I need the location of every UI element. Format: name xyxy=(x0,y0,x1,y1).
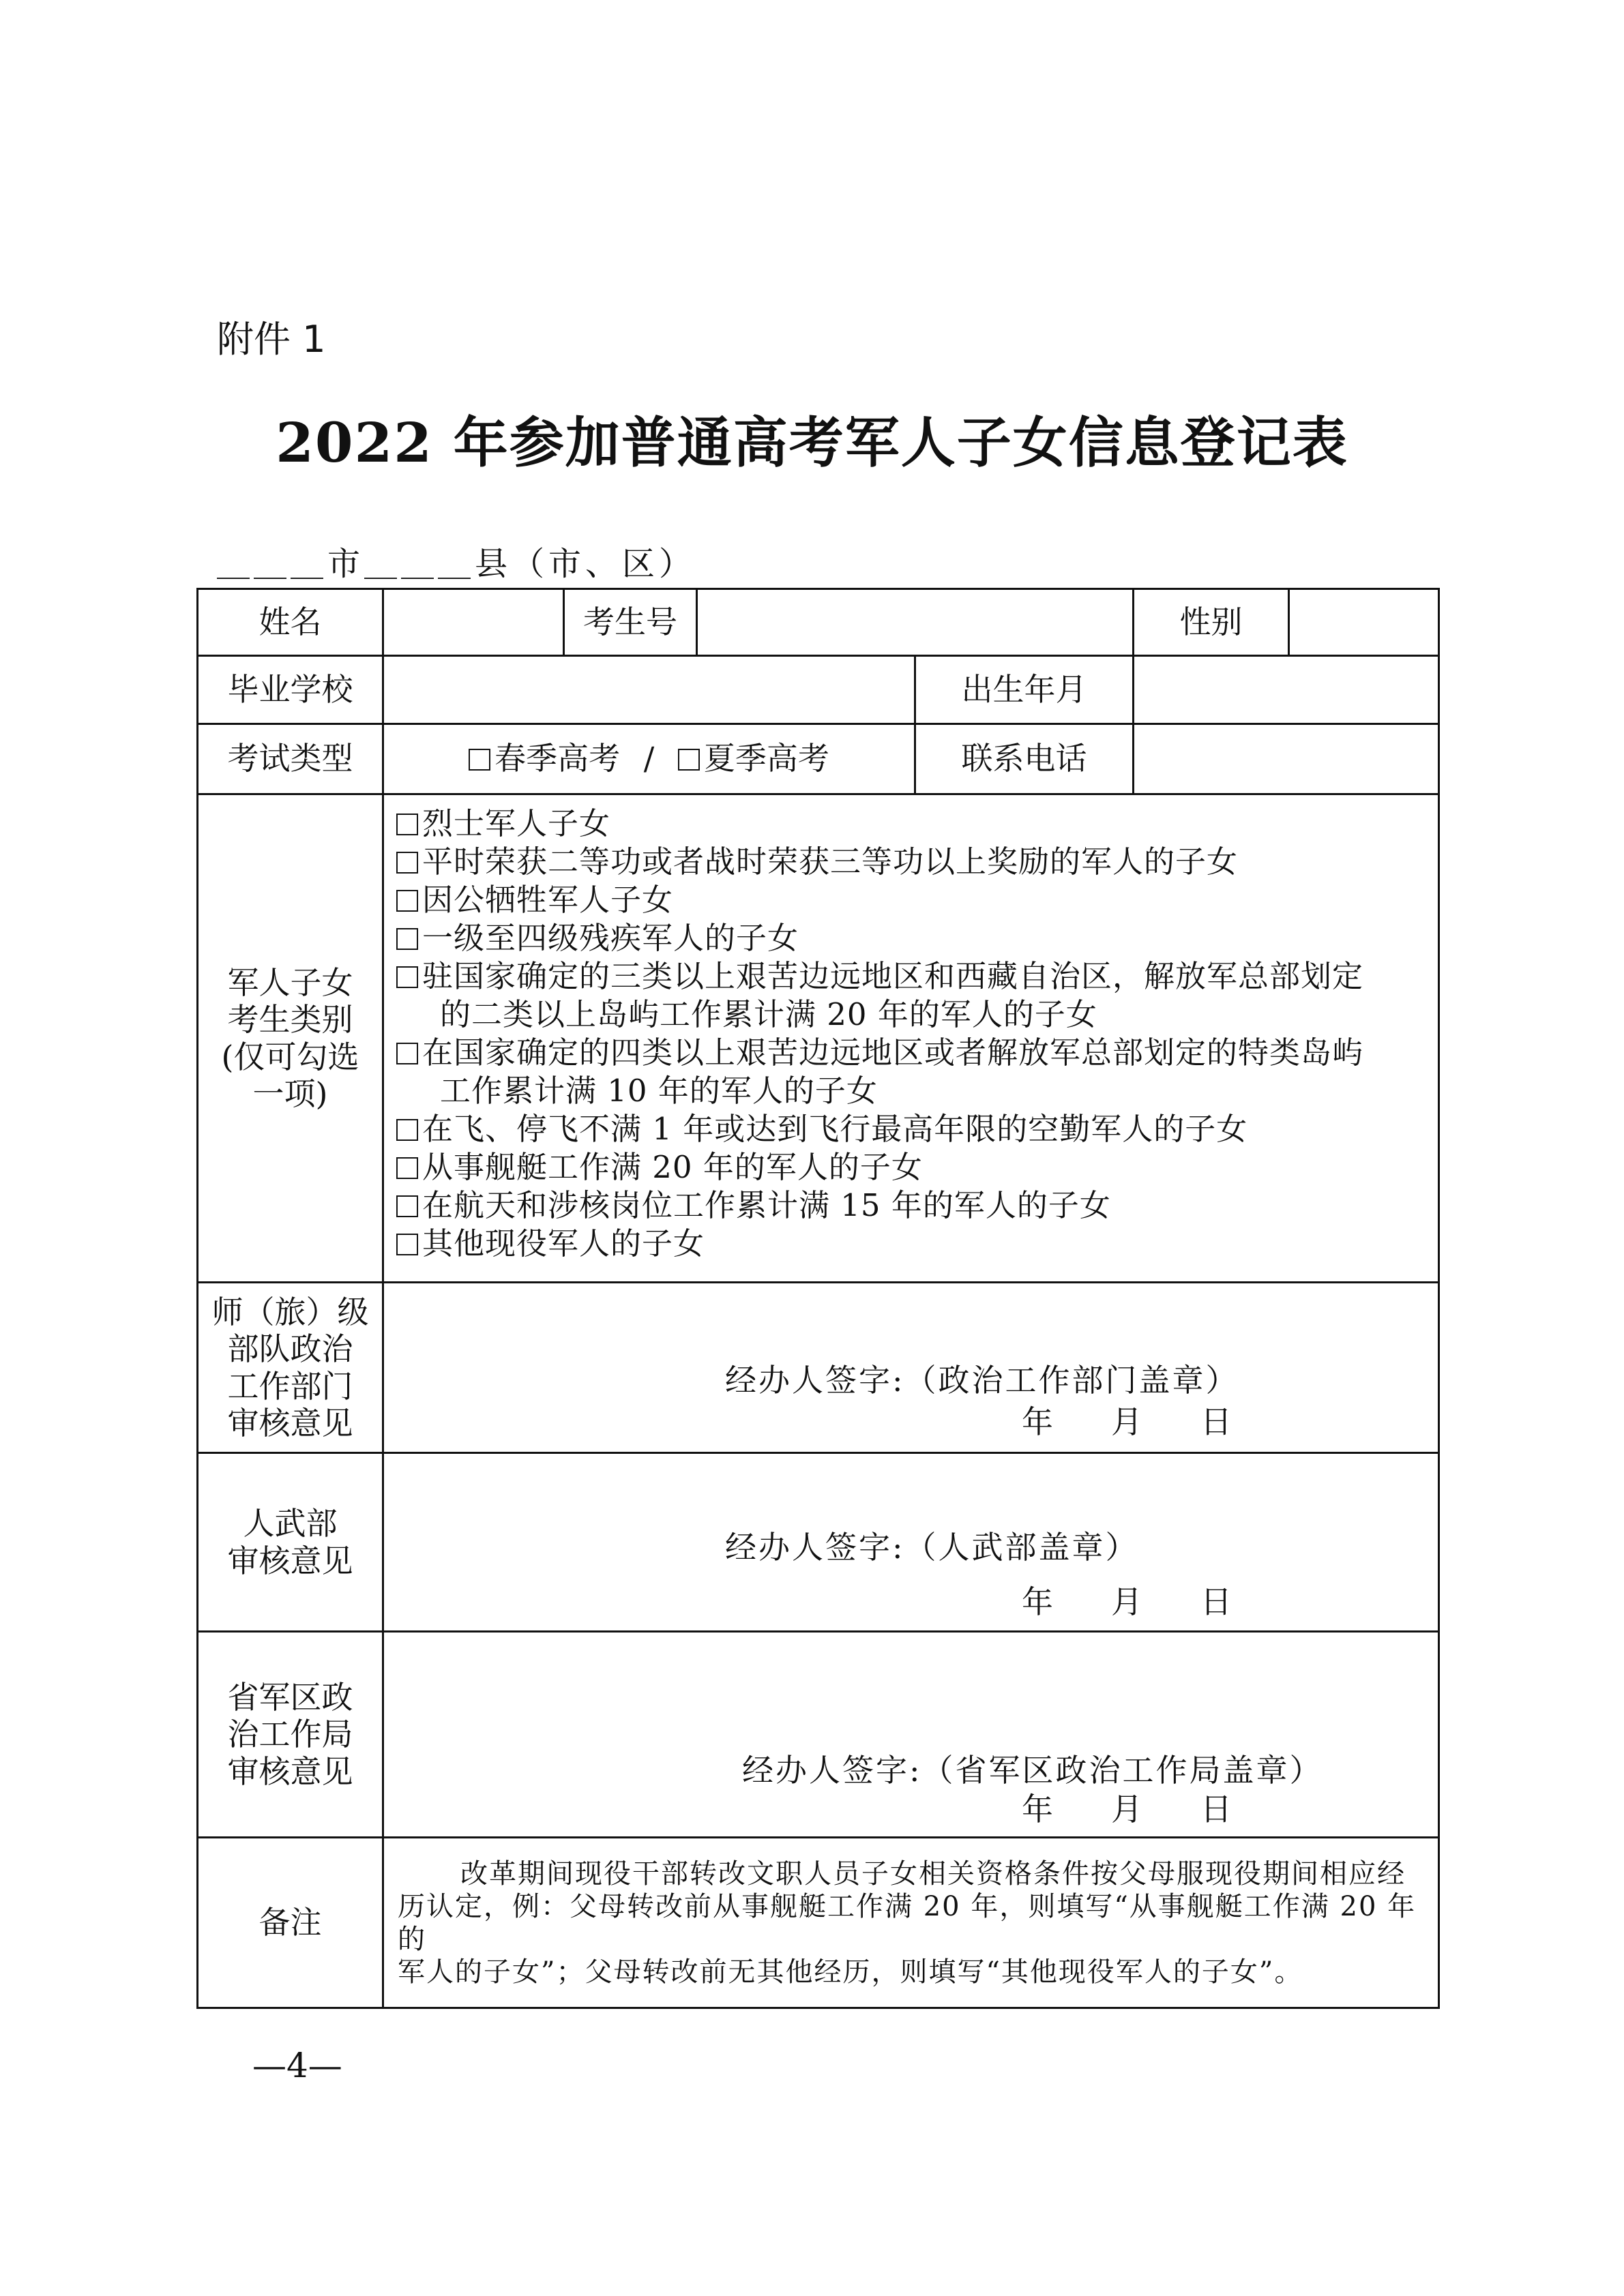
school-label: 毕业学校 xyxy=(198,656,383,724)
option-checkbox[interactable] xyxy=(396,890,418,912)
region-line: ＿＿＿市＿＿＿县（市、区） xyxy=(217,545,696,583)
option-checkbox[interactable] xyxy=(396,1157,418,1179)
category-option: 从事舰艇工作满 20 年的军人的子女 xyxy=(396,1148,1426,1187)
category-option: 驻国家确定的三类以上艰苦边远地区和西藏自治区，解放军总部划定 xyxy=(396,957,1426,996)
page-title: 2022 年参加普通高考军人子女信息登记表 xyxy=(276,411,1348,475)
category-option: 在飞、停飞不满 1 年或达到飞行最高年限的空勤军人的子女 xyxy=(396,1110,1426,1148)
option-checkbox[interactable] xyxy=(396,852,418,874)
birth-label: 出生年月 xyxy=(915,656,1134,724)
category-option: 平时荣获二等功或者战时荣获三等功以上奖励的军人的子女 xyxy=(396,843,1426,881)
category-option: 一级至四级残疾军人的子女 xyxy=(396,919,1426,957)
category-option: 烈士军人子女 xyxy=(396,805,1426,843)
date-line: 年 月 日 xyxy=(1022,1791,1232,1828)
exam-type-label: 考试类型 xyxy=(198,724,383,794)
remarks-label: 备注 xyxy=(198,1838,383,2008)
spring-option-label: 春季高考 xyxy=(494,740,621,777)
row-basic-info xyxy=(198,589,1439,656)
phone-label: 联系电话 xyxy=(915,724,1134,794)
category-option-continued: 的二类以上岛屿工作累计满 20 年的军人的子女 xyxy=(440,996,1097,1032)
gender-field[interactable] xyxy=(1289,589,1439,656)
armed-review-label: 人武部 审核意见 xyxy=(198,1453,383,1632)
row-province-review xyxy=(198,1632,1439,1838)
registration-form xyxy=(196,588,1440,2009)
signature-line: 经办人签字:（政治工作部门盖章） xyxy=(725,1362,1239,1399)
name-label: 姓名 xyxy=(198,589,383,656)
gender-label: 性别 xyxy=(1134,589,1289,656)
option-separator: / xyxy=(643,740,655,777)
date-line: 年 月 日 xyxy=(1022,1403,1232,1440)
phone-field[interactable] xyxy=(1134,724,1439,794)
exam-number-label: 考生号 xyxy=(564,589,697,656)
province-review-field[interactable] xyxy=(383,1632,1439,1838)
row-division-review xyxy=(198,1283,1439,1453)
school-field[interactable] xyxy=(383,656,915,724)
summer-checkbox[interactable] xyxy=(678,749,700,771)
category-option: 其他现役军人的子女 xyxy=(396,1225,1426,1263)
row-remarks xyxy=(198,1838,1439,2008)
province-review-label: 省军区政 治工作局 审核意见 xyxy=(198,1632,383,1838)
category-option: 因公牺牲军人子女 xyxy=(396,881,1426,919)
option-checkbox[interactable] xyxy=(396,966,418,988)
attachment-label: 附件 1 xyxy=(217,318,326,361)
summer-option-label: 夏季高考 xyxy=(703,740,829,777)
signature-line: 经办人签字:（省军区政治工作局盖章） xyxy=(742,1752,1323,1789)
category-option-continued: 工作累计满 10 年的军人的子女 xyxy=(440,1073,878,1109)
birth-field[interactable] xyxy=(1134,656,1439,724)
option-checkbox[interactable] xyxy=(396,928,418,950)
date-line: 年 月 日 xyxy=(1022,1583,1232,1620)
armed-review-field[interactable] xyxy=(383,1453,1439,1632)
option-checkbox[interactable] xyxy=(396,1119,418,1141)
category-label-line: (仅可勾选 xyxy=(221,1038,359,1075)
page-number: —4— xyxy=(252,2046,342,2085)
option-checkbox[interactable] xyxy=(396,814,418,835)
option-checkbox[interactable] xyxy=(396,1195,418,1217)
row-category xyxy=(198,794,1439,1283)
exam-number-field[interactable] xyxy=(697,589,1134,656)
option-checkbox[interactable] xyxy=(396,1043,418,1064)
row-exam-type xyxy=(198,724,1439,794)
remarks-text: 改革期间现役干部转改文职人员子女相关资格条件按父母服现役期间相应经 历认定，例：父母转改前从事舰艇工作满 20 年，则填写“从事舰艇工作满 20 年的 军人的子女”；父母转改前无其他经历，则填写“其他现役军人的子女”。 xyxy=(383,1838,1439,2008)
category-option: 在航天和涉核岗位工作累计满 15 年的军人的子女 xyxy=(396,1187,1426,1225)
spring-checkbox[interactable] xyxy=(469,749,490,771)
exam-type-options xyxy=(383,724,915,794)
name-field[interactable] xyxy=(383,589,564,656)
category-label-line: 军人子女 xyxy=(227,964,353,1001)
category-label-line: 考生类别 xyxy=(227,1001,353,1039)
row-school xyxy=(198,656,1439,724)
option-checkbox[interactable] xyxy=(396,1234,418,1255)
signature-line: 经办人签字:（人武部盖章） xyxy=(725,1529,1139,1566)
row-armed-review xyxy=(198,1453,1439,1632)
division-review-field[interactable] xyxy=(383,1283,1439,1453)
division-review-label: 师（旅）级 部队政治 工作部门 审核意见 xyxy=(198,1283,383,1453)
category-label xyxy=(198,794,383,1283)
category-label-line: 一项) xyxy=(252,1075,328,1112)
category-options xyxy=(383,794,1439,1283)
category-option: 在国家确定的四类以上艰苦边远地区或者解放军总部划定的特类岛屿 xyxy=(396,1034,1426,1072)
